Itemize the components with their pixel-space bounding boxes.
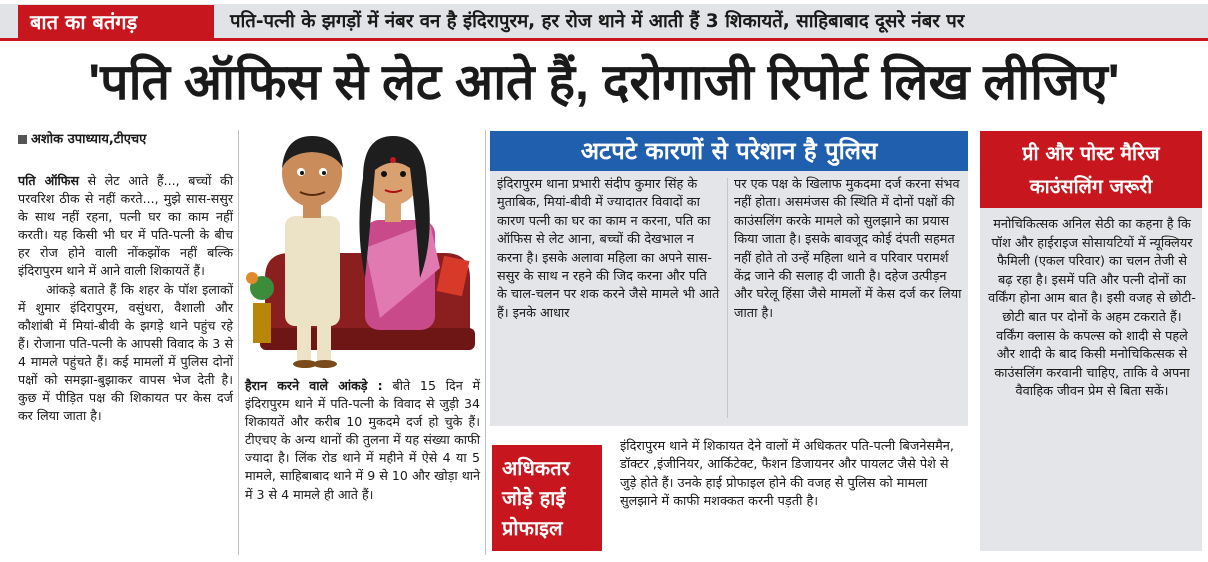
police-box-divider [727,178,728,418]
profile-heading-line-3: प्रोफाइल [502,516,563,540]
kicker-line: पति-पत्नी के झगड़ों में नंबर वन है इंदिरापुरम, हर रोज थाने में आती हैं 3 शिकायतें, साहिबाबाद दूसरे नंबर पर [230,11,965,32]
profile-box-text: इंदिरापुरम थाने में शिकायत देने वालों में अधिकतर पति-पत्नी बिजनेसमैन, डॉक्टर ,इंजीनियर, आर्किटेक्ट, फैशन डिजायनर और पायलट जैसे पेशे से जुड़े होते हैं। उनके हाई प्रोफाइल होने की वजह से पुलिस को मामला सुलझाने में काफी मशक्कत करनी पड़ती है। [620,439,954,510]
col1-p1-text: से लेट आते हैं..., बच्चों की परवरिश ठीक से नहीं करते..., मुझे सास-ससुर के साथ नहीं रहना, पत्नी घर का काम नहीं करती। यह किसी भी घर में पति-पत्नी के बीच हर रोज होने वाली नोंकझोंक नहीं बल्कि इंदिरापुरम थाने में आने वाली शिकायतें हैं। [18,173,233,279]
col2-text: बीते 15 दिन में इंदिरापुरम थाने में पति-पत्नी के विवाद से जुड़ी 34 शिकायतें और करीब 10 मुकदमे दर्ज हो चुके हैं। टीएचए के अन्य थानों की तुलना में यह संख्या काफी ज्यादा है। लिंक रोड थाने में महीने में ऐसे 4 या 5 मामले, साहिबाबाद थाने में 9 से 10 और खोड़ा थाने में 3 से 4 मामले ही आते हैं। [245,378,481,502]
byline-text: अशोक उपाध्याय,टीएचए [31,132,147,147]
profile-heading-line-2: जोड़े हाई [502,486,566,510]
col2-paragraph [245,377,480,504]
column-divider [238,130,239,555]
section-tag: बात का बतंगड़ [18,5,214,40]
police-box-right: पर एक पक्ष के खिलाफ मुकदमा दर्ज करना संभव नहीं होता। असमंजस की स्थिति में दोनों पक्षों की काउंसलिंग करके मामले को सुलझाने का प्रयास किया जाता है। इसके बावजूद कोई दंपती सहमत नहीं होते तो उन्हें महिला थाने व परिवार परामर्श केंद्र जाने की सलाह दी जाती है। दहेज उत्पीड़न और घरेलू हिंसा जैसे मामलों में केस दर्ज कर लिया जाता है। [734,177,962,321]
headline: 'पति ऑफिस से लेट आते हैं, दरोगाजी रिपोर्ट लिख लीजिए' [88,54,1120,110]
column-2 [245,377,480,557]
profile-box-heading [492,445,602,551]
counsel-box-text: मनोचिकित्सक अनिल सेठी का कहना है कि पॉश और हाईराइज सोसायटियों में न्यूक्लियर फैमिली (एकल परिवार) का चलन तेजी से बढ़ रहा है। इसमें पति और पत्नी दोनों का वर्किंग होना आम बात है। इसी वजह से छोटी-छोटी बात पर दोनों के अहम टकराते हैं। वर्किंग क्लास के कपल्स को शादी से पहले और शादी के बाद किसी मनोचिकित्सक से काउंसलिंग करवानी चाहिए, ताकि वे अपना वैवाहिक जीवन प्रेम से बिता सकें। [988,217,1196,400]
counsel-heading-line-1: प्री और पोस्ट मैरिज [1022,142,1160,165]
byline [18,131,233,149]
police-box-left: इंदिरापुरम थाना प्रभारी संदीप कुमार सिंह के मुताबिक, मियां-बीवी में ज्यादातर विवादों का कारण पत्नी का घर का काम न करना, पति का ऑफिस से लेट आना, बच्चों की देखभाल न करना है। इसके अलावा महिला का अपने सास-ससुर के साथ न रहने की जिद करना और पति के चाल-चलन पर शक करने जैसे मामले भी आते हैं। इनके आधार [497,177,720,321]
column-divider-2 [485,130,486,555]
couple-illustration [245,128,480,368]
col2-lead: हैरान करने वाले आंकड़े : [245,378,383,393]
counsel-box-heading [980,131,1202,208]
couple-cartoon-icon [245,128,480,368]
col1-lead: पति ऑफिस [18,173,79,188]
column-1 [18,172,233,557]
col1-paragraph-1 [18,172,233,281]
col1-paragraph-2: आंकड़े बताते हैं कि शहर के पॉश इलाकों में शुमार इंदिरापुरम, वसुंधरा, वैशाली और कौशांबी में मियां-बीवी के झगड़े थाने पहुंच रहे हैं। रोजाना पति-पत्नी के आपसी विवाद के 3 से 4 मामले पहुंचते हैं। कई मामलों में पुलिस दोनों पक्षों को समझा-बुझाकर वापस भेज देती है। कुछ में पीड़ित पक्ष की शिकायत पर केस दर्ज कर लिया जाता है। [18,281,233,424]
counsel-heading-line-2: काउंसलिंग जरूरी [1029,175,1153,198]
bullet-square-icon [18,135,27,144]
police-box-heading: अटपटे कारणों से परेशान है पुलिस [490,131,968,171]
profile-heading-line-1: अधिकतर [502,456,570,480]
